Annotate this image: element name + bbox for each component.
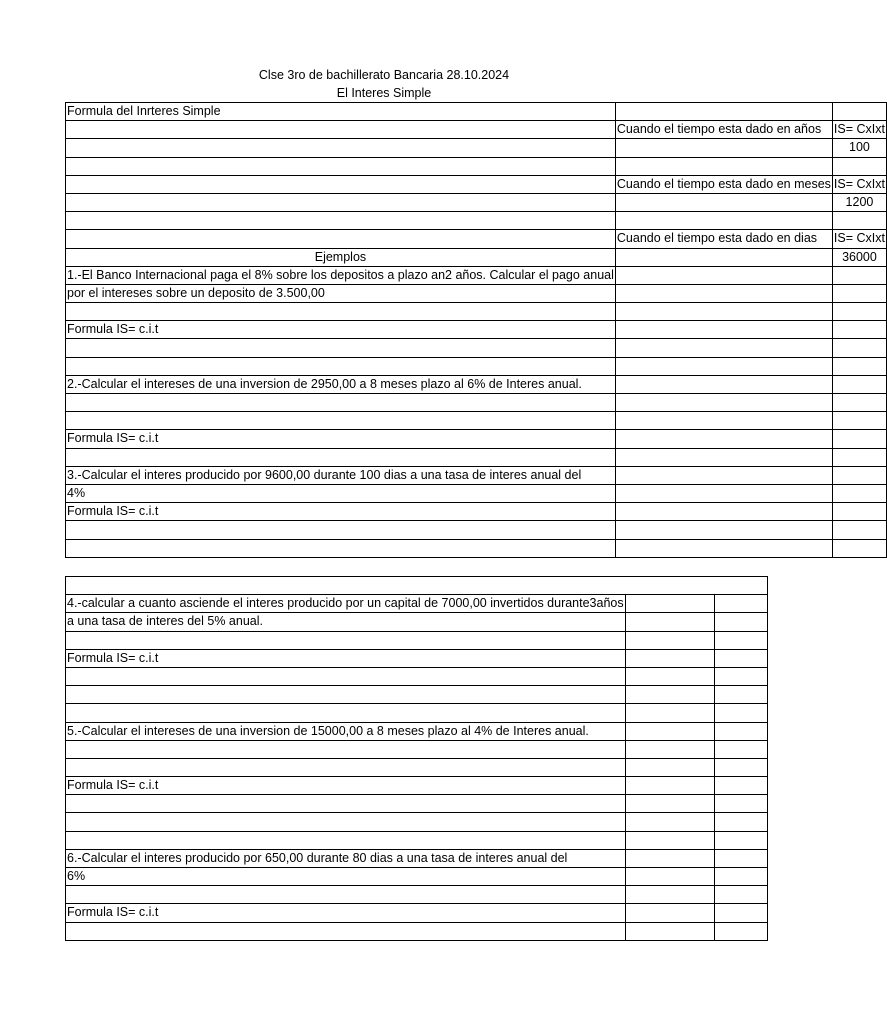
days-label-cell: Cuando el tiempo esta dado en dias	[615, 230, 832, 248]
formula-table	[65, 102, 887, 558]
table-row	[66, 193, 887, 211]
table-row	[66, 686, 768, 704]
example-4-line-1: 4.-calcular a cuanto asciende el interes producido por un capital de 7000,00 invertidos durante3años	[67, 596, 624, 611]
table-row	[66, 503, 887, 521]
table-row	[66, 248, 887, 266]
table-row	[66, 139, 887, 157]
table-row	[66, 412, 887, 430]
months-divisor-cell: 1200	[832, 193, 886, 211]
table-row	[66, 649, 768, 667]
table-row	[66, 722, 768, 740]
example-1-line-2: por el intereses sobre un deposito de 3.500,00	[67, 285, 325, 300]
table-row	[66, 922, 768, 940]
table-row	[66, 157, 887, 175]
example-4-line-2: a una tasa de interes del 5% anual.	[67, 614, 263, 629]
table-row	[66, 595, 768, 613]
table-row	[66, 758, 768, 776]
table-row	[66, 868, 768, 886]
months-formula-cell: IS= CxIxt	[832, 175, 886, 193]
table-row	[66, 394, 887, 412]
example-5-line-1: 5.-Calcular el intereses de una inversion de 15000,00 a 8 meses plazo al 4% de Interes anual.	[67, 723, 589, 738]
example-6-line-1: 6.-Calcular el interes producido por 650,00 durante 80 dias a una tasa de interes anual del	[67, 850, 568, 865]
document-subtitle: El Interes Simple	[336, 86, 432, 100]
table-row	[66, 321, 887, 339]
table-row	[66, 831, 768, 849]
table-row	[66, 539, 887, 557]
table-row	[66, 704, 768, 722]
example-5-formula: Formula IS= c.i.t	[66, 777, 626, 795]
table-row	[66, 175, 887, 193]
table-row	[66, 230, 887, 248]
table-row	[66, 740, 768, 758]
table-row	[66, 484, 887, 502]
days-formula-cell: IS= CxIxt	[832, 230, 886, 248]
days-divisor-cell: 36000	[832, 248, 886, 266]
table-row	[66, 448, 887, 466]
table-row	[66, 577, 768, 595]
example-1-formula: Formula IS= c.i.t	[66, 321, 616, 339]
table-row	[66, 904, 768, 922]
table-row	[66, 466, 887, 484]
example-3-line-1: 3.-Calcular el interes producido por 9600,00 durante 100 dias a una tasa de interes anual del	[67, 467, 582, 482]
examples-label-cell: Ejemplos	[66, 248, 616, 266]
document-title: Clse 3ro de bachillerato Bancaria 28.10.2024	[258, 68, 510, 82]
table-row	[66, 430, 887, 448]
years-label-cell: Cuando el tiempo esta dado en años	[615, 121, 832, 139]
example-3-line-2: 4%	[66, 484, 616, 502]
years-divisor-cell: 100	[832, 139, 886, 157]
example-6-formula: Formula IS= c.i.t	[66, 904, 626, 922]
example-4-formula: Formula IS= c.i.t	[66, 649, 626, 667]
table-row	[66, 103, 887, 121]
years-formula-cell: IS= CxIxt	[832, 121, 886, 139]
formula-title-cell: Formula del Inrteres Simple	[66, 103, 616, 121]
table-row	[66, 795, 768, 813]
table-row	[66, 266, 887, 284]
table-row	[66, 357, 887, 375]
example-1-line-1: 1.-El Banco Internacional paga el 8% sobre los depositos a plazo an2 años. Calcular el pago anual	[67, 267, 614, 282]
table-row	[66, 813, 768, 831]
example-3-formula: Formula IS= c.i.t	[66, 503, 616, 521]
exercises-table	[65, 576, 768, 941]
example-6-line-2: 6%	[66, 868, 626, 886]
table-row	[66, 121, 887, 139]
table-row	[66, 613, 768, 631]
months-label-cell: Cuando el tiempo esta dado en meses	[615, 175, 832, 193]
table-row	[66, 375, 887, 393]
table-row	[66, 284, 887, 302]
table-row	[66, 667, 768, 685]
table-row	[66, 631, 768, 649]
table-row	[66, 521, 887, 539]
table-row	[66, 339, 887, 357]
example-2-line-1: 2.-Calcular el intereses de una inversion de 2950,00 a 8 meses plazo al 6% de Interes anual.	[67, 376, 582, 391]
table-row	[66, 212, 887, 230]
table-row	[66, 777, 768, 795]
table-row	[66, 303, 887, 321]
table-row	[66, 849, 768, 867]
example-2-formula: Formula IS= c.i.t	[66, 430, 616, 448]
table-row	[66, 886, 768, 904]
